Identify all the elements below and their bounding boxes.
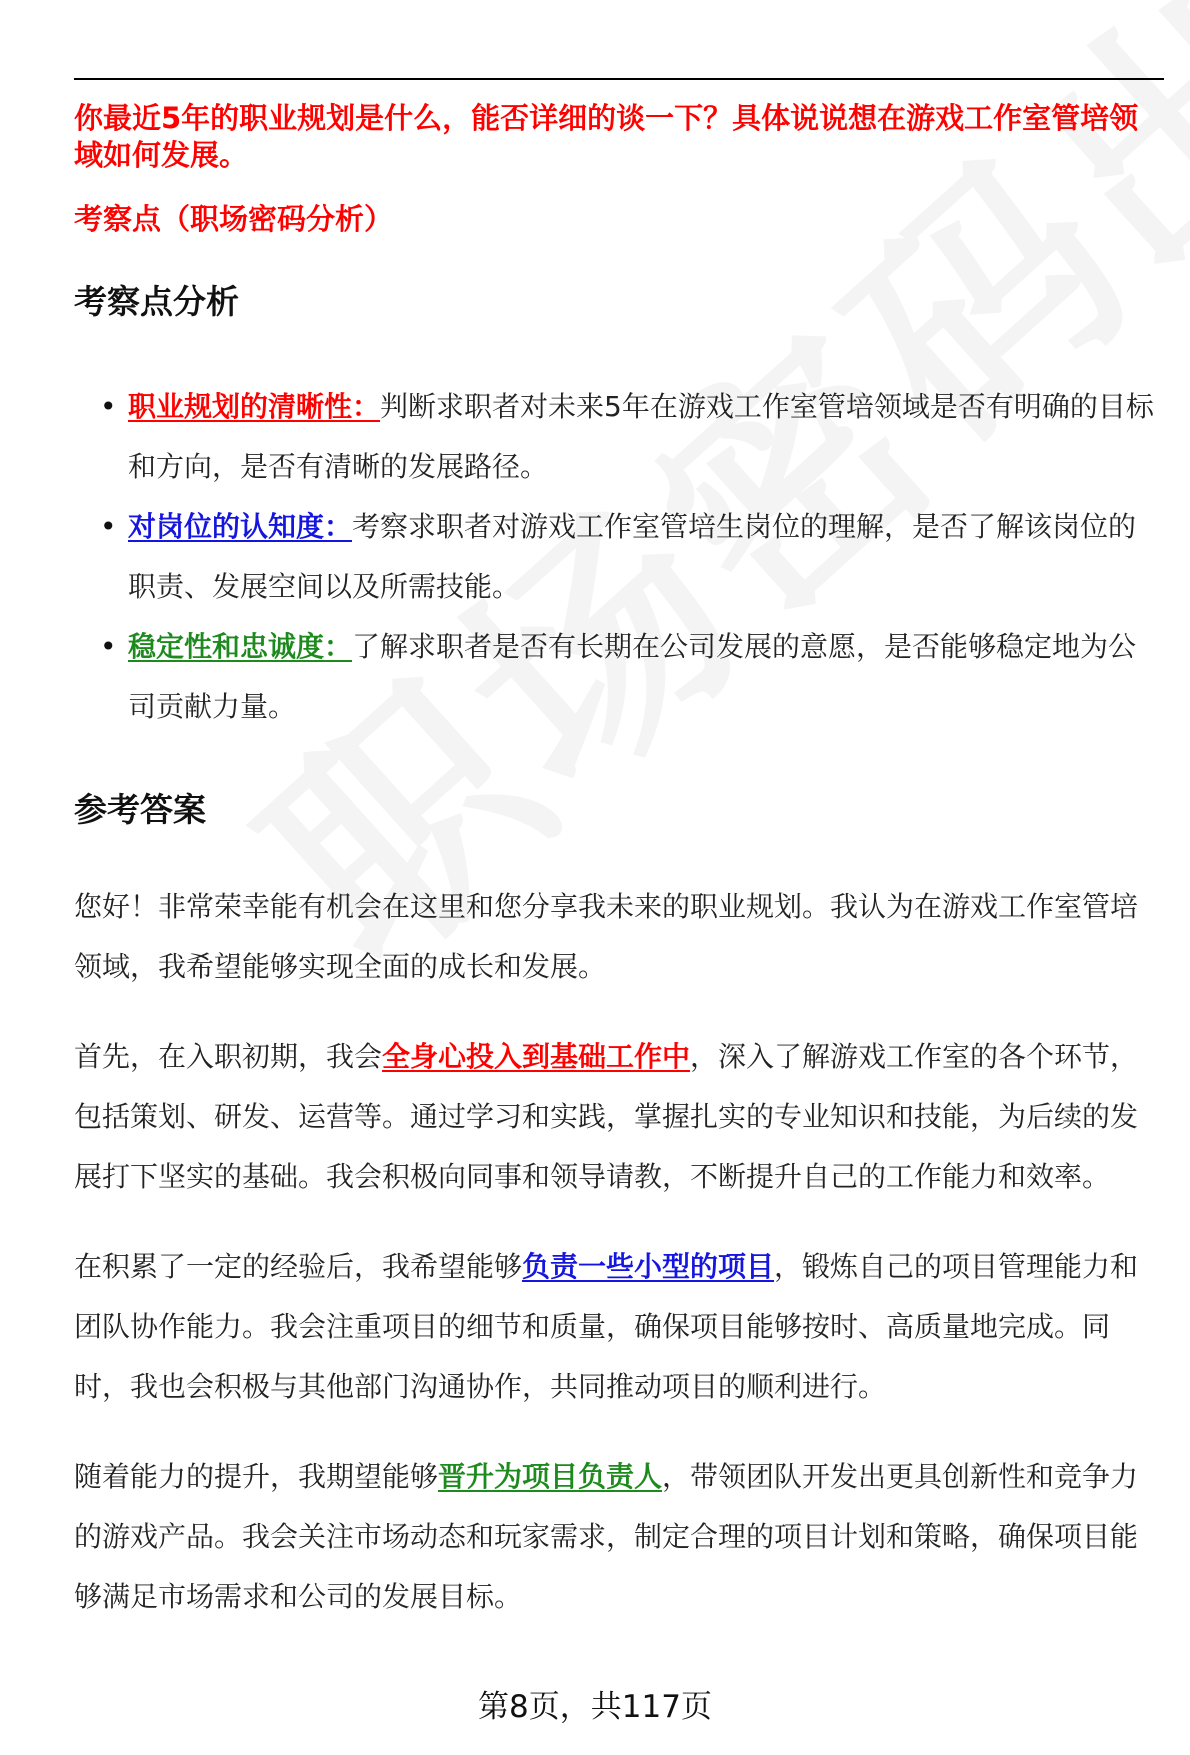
point-key: 稳定性和忠诚度： bbox=[128, 630, 353, 663]
answer-paragraph-1: 您好！非常荣幸能有机会在这里和您分享我未来的职业规划。我认为在游戏工作室管培领域，我希望能够实现全面的成长和发展。 bbox=[74, 890, 1139, 983]
highlight-phrase: 全身心投入到基础工作中 bbox=[382, 1040, 691, 1073]
bullet-icon: • bbox=[100, 630, 117, 663]
top-rule bbox=[74, 78, 1164, 80]
paragraph-text: 首先，在入职初期，我会 bbox=[74, 1040, 383, 1073]
paragraph-text: 随着能力的提升，我期望能够 bbox=[74, 1460, 439, 1493]
highlight-phrase: 晋升为项目负责人 bbox=[438, 1460, 663, 1493]
bullet-icon: • bbox=[100, 390, 117, 423]
analysis-link[interactable]: 考察点（职场密码分析） bbox=[74, 202, 394, 236]
answer-section-title: 参考答案 bbox=[74, 790, 206, 829]
answer-paragraph-3 bbox=[74, 1237, 1164, 1417]
point-key: 职业规划的清晰性： bbox=[128, 390, 381, 423]
answer-paragraph-4 bbox=[74, 1447, 1164, 1627]
highlight-phrase: 负责一些小型的项目 bbox=[522, 1250, 775, 1283]
point-text: 判断求职者对未来5年在游戏工作室管培领域是否有明确的目标和方向，是否有清晰的发展路径。 bbox=[128, 390, 1154, 483]
paragraph-text: ，带领团队开发出更具创新性和竞争力的游戏产品。我会关注市场动态和玩家需求，制定合理的项目计划和策略，确保项目能够满足市场需求和公司的发展目标。 bbox=[74, 1460, 1139, 1613]
bullet-icon: • bbox=[100, 510, 117, 543]
point-key: 对岗位的认知度： bbox=[128, 510, 353, 543]
point-text: 考察求职者对游戏工作室管培生岗位的理解，是否了解该岗位的职责、发展空间以及所需技能。 bbox=[128, 510, 1137, 603]
paragraph-text: ，深入了解游戏工作室的各个环节，包括策划、研发、运营等。通过学习和实践，掌握扎实的专业知识和技能，为后续的发展打下坚实的基础。我会积极向同事和领导请教，不断提升自己的工作能力和效率。 bbox=[74, 1040, 1139, 1193]
analysis-point bbox=[74, 497, 1164, 617]
analysis-point bbox=[74, 377, 1164, 497]
point-text: 了解求职者是否有长期在公司发展的意愿，是否能够稳定地为公司贡献力量。 bbox=[128, 630, 1137, 723]
analysis-section-title: 考察点分析 bbox=[74, 282, 239, 321]
analysis-point bbox=[74, 617, 1164, 737]
analysis-points-list bbox=[74, 377, 1164, 737]
paragraph-text: ，锻炼自己的项目管理能力和团队协作能力。我会注重项目的细节和质量，确保项目能够按时、高质量地完成。同时，我也会积极与其他部门沟通协作，共同推动项目的顺利进行。 bbox=[74, 1250, 1139, 1403]
paragraph-text: 在积累了一定的经验后，我希望能够 bbox=[74, 1250, 523, 1283]
answer-paragraph-2 bbox=[74, 1027, 1164, 1207]
document-content bbox=[74, 100, 1164, 1627]
question-heading: 你最近5年的职业规划是什么，能否详细的谈一下？具体说说想在游戏工作室管培领域如何发展。 bbox=[74, 101, 1139, 172]
page-number: 第8页，共117页 bbox=[478, 1689, 712, 1725]
